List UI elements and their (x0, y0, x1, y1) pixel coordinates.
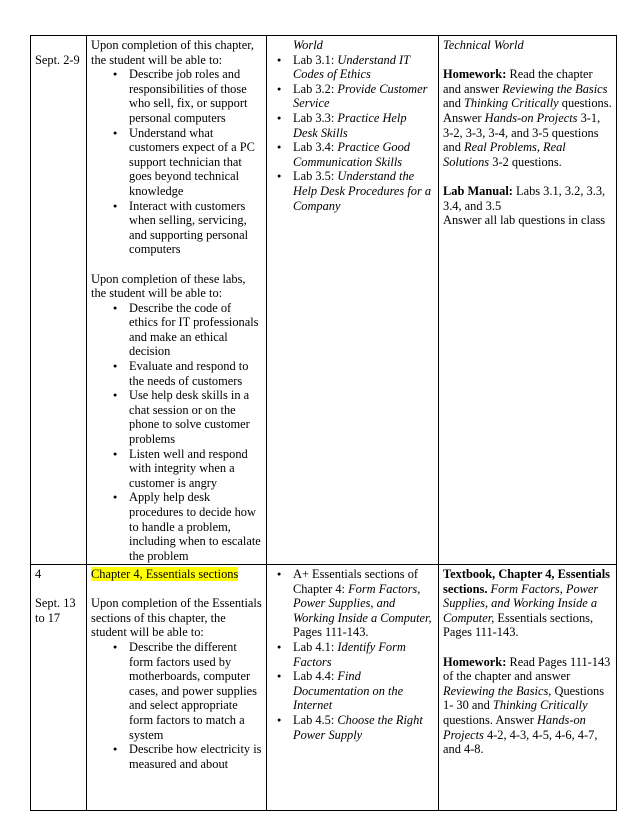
list-item: ● Lab 4.1: Identify Form Factors (271, 640, 434, 669)
syllabus-table (30, 35, 617, 811)
list-item: ● Lab 4.5: Choose the Right Power Supply (271, 713, 434, 742)
list-item: ● Describe the code of ethics for IT professionals and make an ethical decision (91, 301, 262, 359)
table-row (31, 36, 617, 565)
assign-continued: Technical World (443, 38, 524, 52)
list-item: ● Use help desk skills in a chat session or on the phone to solve customer problems (91, 388, 262, 446)
chapter-objectives-list (91, 67, 262, 257)
date-cell (31, 565, 87, 811)
activities-list (271, 567, 434, 742)
list-item: ● A+ Essentials sections of Chapter 4: Form Factors, Power Supplies, and Working Inside a Computer, Pages 111-143. (271, 567, 434, 640)
list-item: ● Describe how electricity is measured and about (91, 742, 262, 771)
lab-manual-note: Answer all lab questions in class (443, 213, 606, 228)
list-item: ● Lab 3.2: Provide Customer Service (271, 82, 434, 111)
list-item: ● Lab 3.3: Practice Help Desk Skills (271, 111, 434, 140)
activities-cell (267, 565, 439, 811)
list-item: ● Describe the different form factors used by motherboards, computer cases, and power supplies and select appropriate form factors to match a system (91, 640, 262, 742)
labs-list (271, 53, 434, 214)
activities-continued: World (293, 38, 323, 52)
assignments-cell (439, 565, 617, 811)
textbook-text: Textbook, Chapter 4, Essentials sections. Form Factors, Power Supplies, and Working Inside a Computer, Essentials sections, Pages 111-143. (443, 567, 610, 640)
objectives-cell (87, 36, 267, 565)
date-text: Sept. 13 to 17 (35, 596, 76, 625)
objectives-cell (87, 565, 267, 811)
list-item: ● Listen well and respond with integrity when a customer is angry (91, 447, 262, 491)
list-item: ● Lab 3.4: Practice Good Communication Skills (271, 140, 434, 169)
week-number: 4 (35, 567, 42, 581)
assignments-cell (439, 36, 617, 565)
list-item: ● Lab 4.4: Find Documentation on the Internet (271, 669, 434, 713)
lab-manual-text: Lab Manual: Labs 3.1, 3.2, 3.3, 3.4, and 3.5 (443, 183, 606, 213)
homework-text: Homework: Read Pages 111-143 of the chapter and answer Reviewing the Basics, Questions 1- 30 and Thinking Critically questions. Answer Hands-on Projects 4-2, 4-3, 4-5, 4-6, 4-7, and 4-8. (443, 654, 611, 757)
activities-cell (267, 36, 439, 565)
chapter-heading: Chapter 4, Essentials sections (91, 567, 239, 581)
date-text: Sept. 2-9 (35, 52, 80, 67)
table-row (31, 565, 617, 811)
chapter-intro: Upon completion of the Essentials sections of this chapter, the student will be able to: (91, 596, 262, 640)
list-item: ● Understand what customers expect of a PC support technician that goes beyond technical knowledge (91, 126, 262, 199)
list-item: ● Apply help desk procedures to decide how to handle a problem, including when to escalate the problem (91, 490, 262, 563)
labs-intro: Upon completion of these labs, the student will be able to: (91, 271, 246, 301)
chapter-intro: Upon completion of this chapter, the student will be able to: (91, 38, 254, 67)
list-item: ● Lab 3.5: Understand the Help Desk Procedures for a Company (271, 169, 434, 213)
date-cell (31, 36, 87, 565)
list-item: ● Lab 3.1: Understand IT Codes of Ethics (271, 53, 434, 82)
lab-objectives-list (91, 301, 262, 564)
homework-text: Homework: Read the chapter and answer Reviewing the Basics and Thinking Critically questions. Answer Hands-on Projects 3-1, 3-2, 3-3, 3-4, and 3-5 questions and Real Problems, Real Solutions 3-2 questions. (443, 67, 612, 169)
list-item: ● Describe job roles and responsibilities of those who sell, fix, or support personal computers (91, 67, 262, 125)
chapter-objectives-list (91, 640, 262, 771)
list-item: ● Evaluate and respond to the needs of customers (91, 359, 262, 388)
list-item: ● Interact with customers when selling, servicing, and supporting personal computers (91, 199, 262, 257)
